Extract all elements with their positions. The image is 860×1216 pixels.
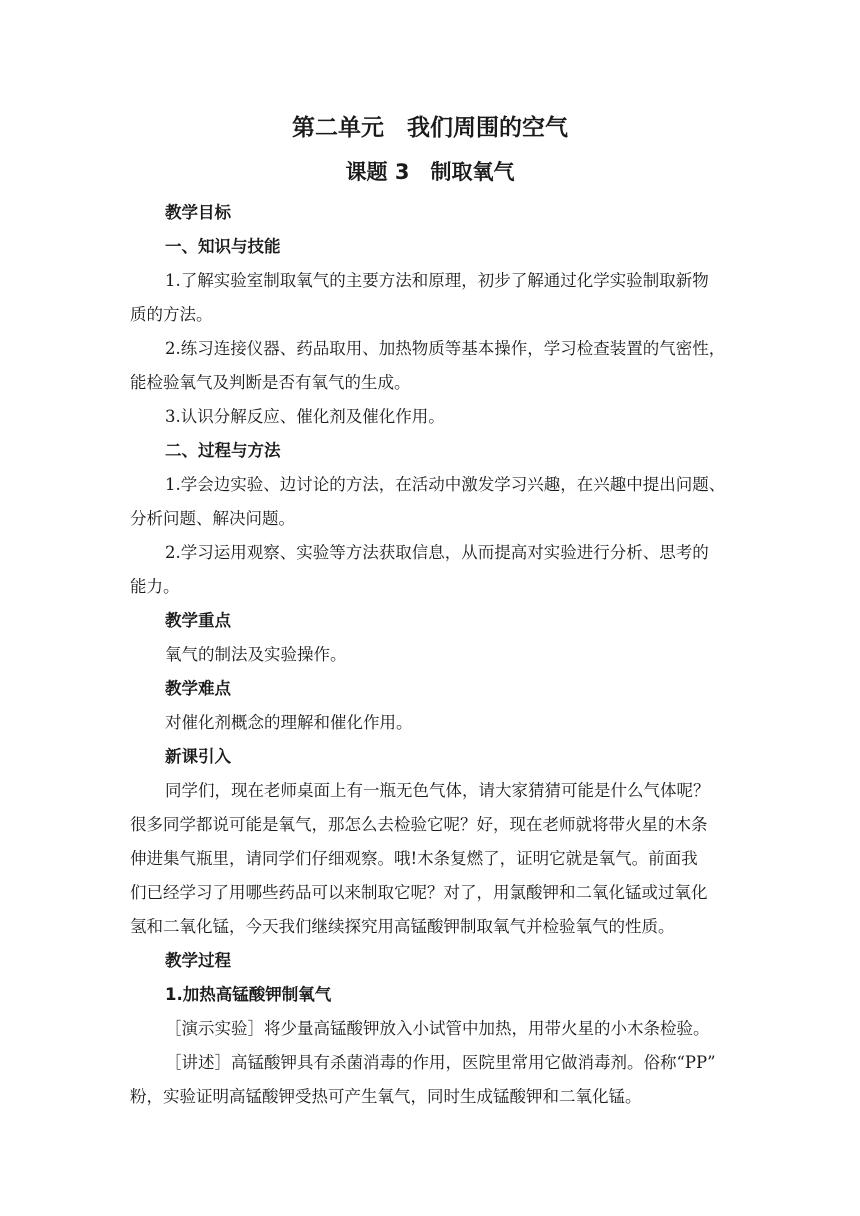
paragraph-line: 很多同学都说可能是氧气，那怎么去检验它呢？好，现在老师就将带火星的木条 — [130, 815, 708, 834]
paragraph-line: 对催化剂概念的理解和催化作用。 — [165, 713, 413, 732]
subsection-heading: 一、知识与技能 — [165, 237, 281, 256]
subsection-heading: 二、过程与方法 — [165, 441, 281, 460]
section-heading: 教学难点 — [165, 679, 231, 698]
subsection-heading: 1.加热高锰酸钾制氧气 — [165, 985, 332, 1004]
paragraph-line: 氧气的制法及实验操作。 — [165, 645, 347, 664]
paragraph-line: 能力。 — [130, 577, 180, 596]
paragraph-line: 2.练习连接仪器、药品取用、加热物质等基本操作，学习检查装置的气密性， — [165, 339, 726, 358]
section-heading: 教学过程 — [165, 951, 231, 970]
paragraph-line: 3.认识分解反应、催化剂及催化作用。 — [165, 407, 445, 426]
paragraph-line: ［讲述］高锰酸钾具有杀菌消毒的作用，医院里常用它做消毒剂。俗称“PP” — [165, 1053, 716, 1072]
section-heading: 教学重点 — [165, 611, 231, 630]
paragraph-line: 们已经学习了用哪些药品可以来制取它呢？对了，用氯酸钾和二氧化锰或过氧化 — [130, 883, 708, 902]
paragraph-line: 1.了解实验室制取氧气的主要方法和原理，初步了解通过化学实验制取新物 — [165, 271, 709, 290]
section-heading: 教学目标 — [165, 203, 231, 222]
paragraph-line: 1.学会边实验、边讨论的方法，在活动中激发学习兴趣，在兴趣中提出问题、 — [165, 475, 726, 494]
paragraph-line: 粉，实验证明高锰酸钾受热可产生氧气，同时生成锰酸钾和二氧化锰。 — [130, 1087, 642, 1106]
paragraph-line: 氢和二氧化锰，今天我们继续探究用高锰酸钾制取氧气并检验氧气的性质。 — [130, 917, 675, 936]
paragraph-line: ［演示实验］将少量高锰酸钾放入小试管中加热，用带火星的小木条检验。 — [165, 1019, 710, 1038]
paragraph-line: 伸进集气瓶里，请同学们仔细观察。哦!木条复燃了，证明它就是氧气。前面我 — [130, 849, 698, 868]
paragraph-line: 质的方法。 — [130, 305, 213, 324]
section-heading: 新课引入 — [165, 747, 231, 766]
paragraph-line: 2.学习运用观察、实验等方法获取信息，从而提高对实验进行分析、思考的 — [165, 543, 709, 562]
paragraph-line: 同学们，现在老师桌面上有一瓶无色气体，请大家猜猜可能是什么气体呢？ — [165, 781, 710, 800]
unit-title: 第二单元 我们周围的空气 — [292, 115, 568, 141]
lesson-title: 课题 3 制取氧气 — [345, 160, 515, 184]
paragraph-line: 能检验氧气及判断是否有氧气的生成。 — [130, 373, 411, 392]
paragraph-line: 分析问题、解决问题。 — [130, 509, 295, 528]
